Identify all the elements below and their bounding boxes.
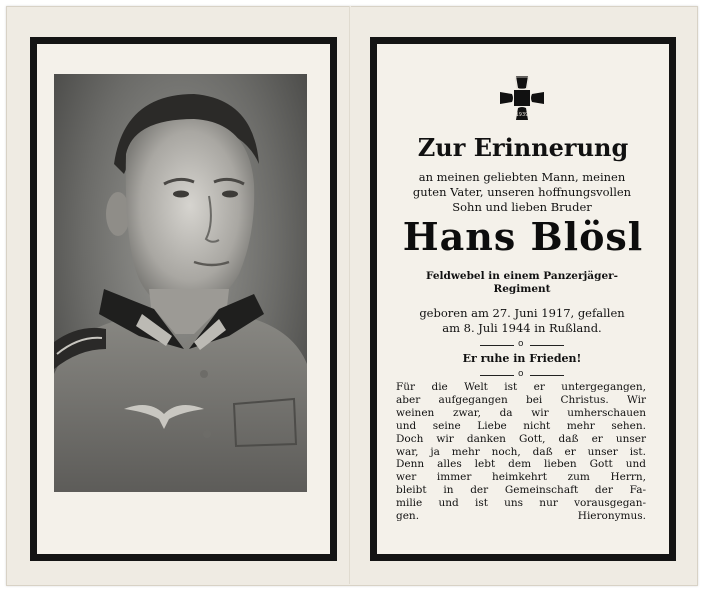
rest-in-peace-text: Er ruhe in Frieden! <box>462 352 582 365</box>
dedication-text <box>386 170 658 215</box>
deceased-name: Hans Blösl <box>402 214 644 259</box>
memorial-poem <box>396 381 646 523</box>
poem-line: weinen zwar, da wir umherschauen <box>396 406 646 419</box>
rank-line: Feldwebel in einem Panzerjäger- <box>425 270 619 282</box>
rank-line: Regiment <box>493 283 551 295</box>
ornament-divider <box>480 339 564 350</box>
poem-line: Denn alles lebt dem lieben Gott und <box>396 458 646 471</box>
poem-line: aber aufgegangen bei Christus. Wir <box>396 393 646 406</box>
life-dates <box>386 306 658 336</box>
military-rank <box>386 270 658 296</box>
divider-mark: o <box>518 369 524 379</box>
poem-line: bleibt in der Gemeinschaft der Fa- <box>396 484 646 497</box>
poem-line: Für die Welt ist er untergegangen, <box>396 381 646 393</box>
poem-line: wer immer heimkehrt zum Herrn, <box>396 471 646 484</box>
poem-line: gen. <box>396 510 420 523</box>
dedication-line: Sohn und lieben Bruder <box>452 200 592 214</box>
poem-line: milie und ist uns nur vorausgegan- <box>396 497 646 510</box>
iron-cross-icon <box>498 74 546 122</box>
soldier-portrait-photo <box>54 74 307 492</box>
ornament-divider <box>480 369 564 380</box>
divider-mark: o <box>518 339 524 349</box>
memorial-title: Zur Erinnerung <box>417 133 629 162</box>
poem-line: war, ja mehr noch, daß er unser ist. <box>396 445 646 458</box>
dedication-line: guten Vater, unseren hoffnungsvollen <box>412 185 632 199</box>
dedication-line: an meinen geliebten Mann, meinen <box>418 170 626 184</box>
date-line: geboren am 27. Juni 1917, gefallen <box>419 306 625 320</box>
poem-line: Doch wir danken Gott, daß er unser <box>396 432 646 445</box>
cross-year: 1939 <box>515 112 529 118</box>
date-line: am 8. Juli 1944 in Rußland. <box>442 321 602 335</box>
card-fold <box>349 6 351 584</box>
poem-line: und seine Liebe nicht mehr sehen. <box>396 419 646 432</box>
poem-signature: Hieronymus. <box>577 509 646 522</box>
